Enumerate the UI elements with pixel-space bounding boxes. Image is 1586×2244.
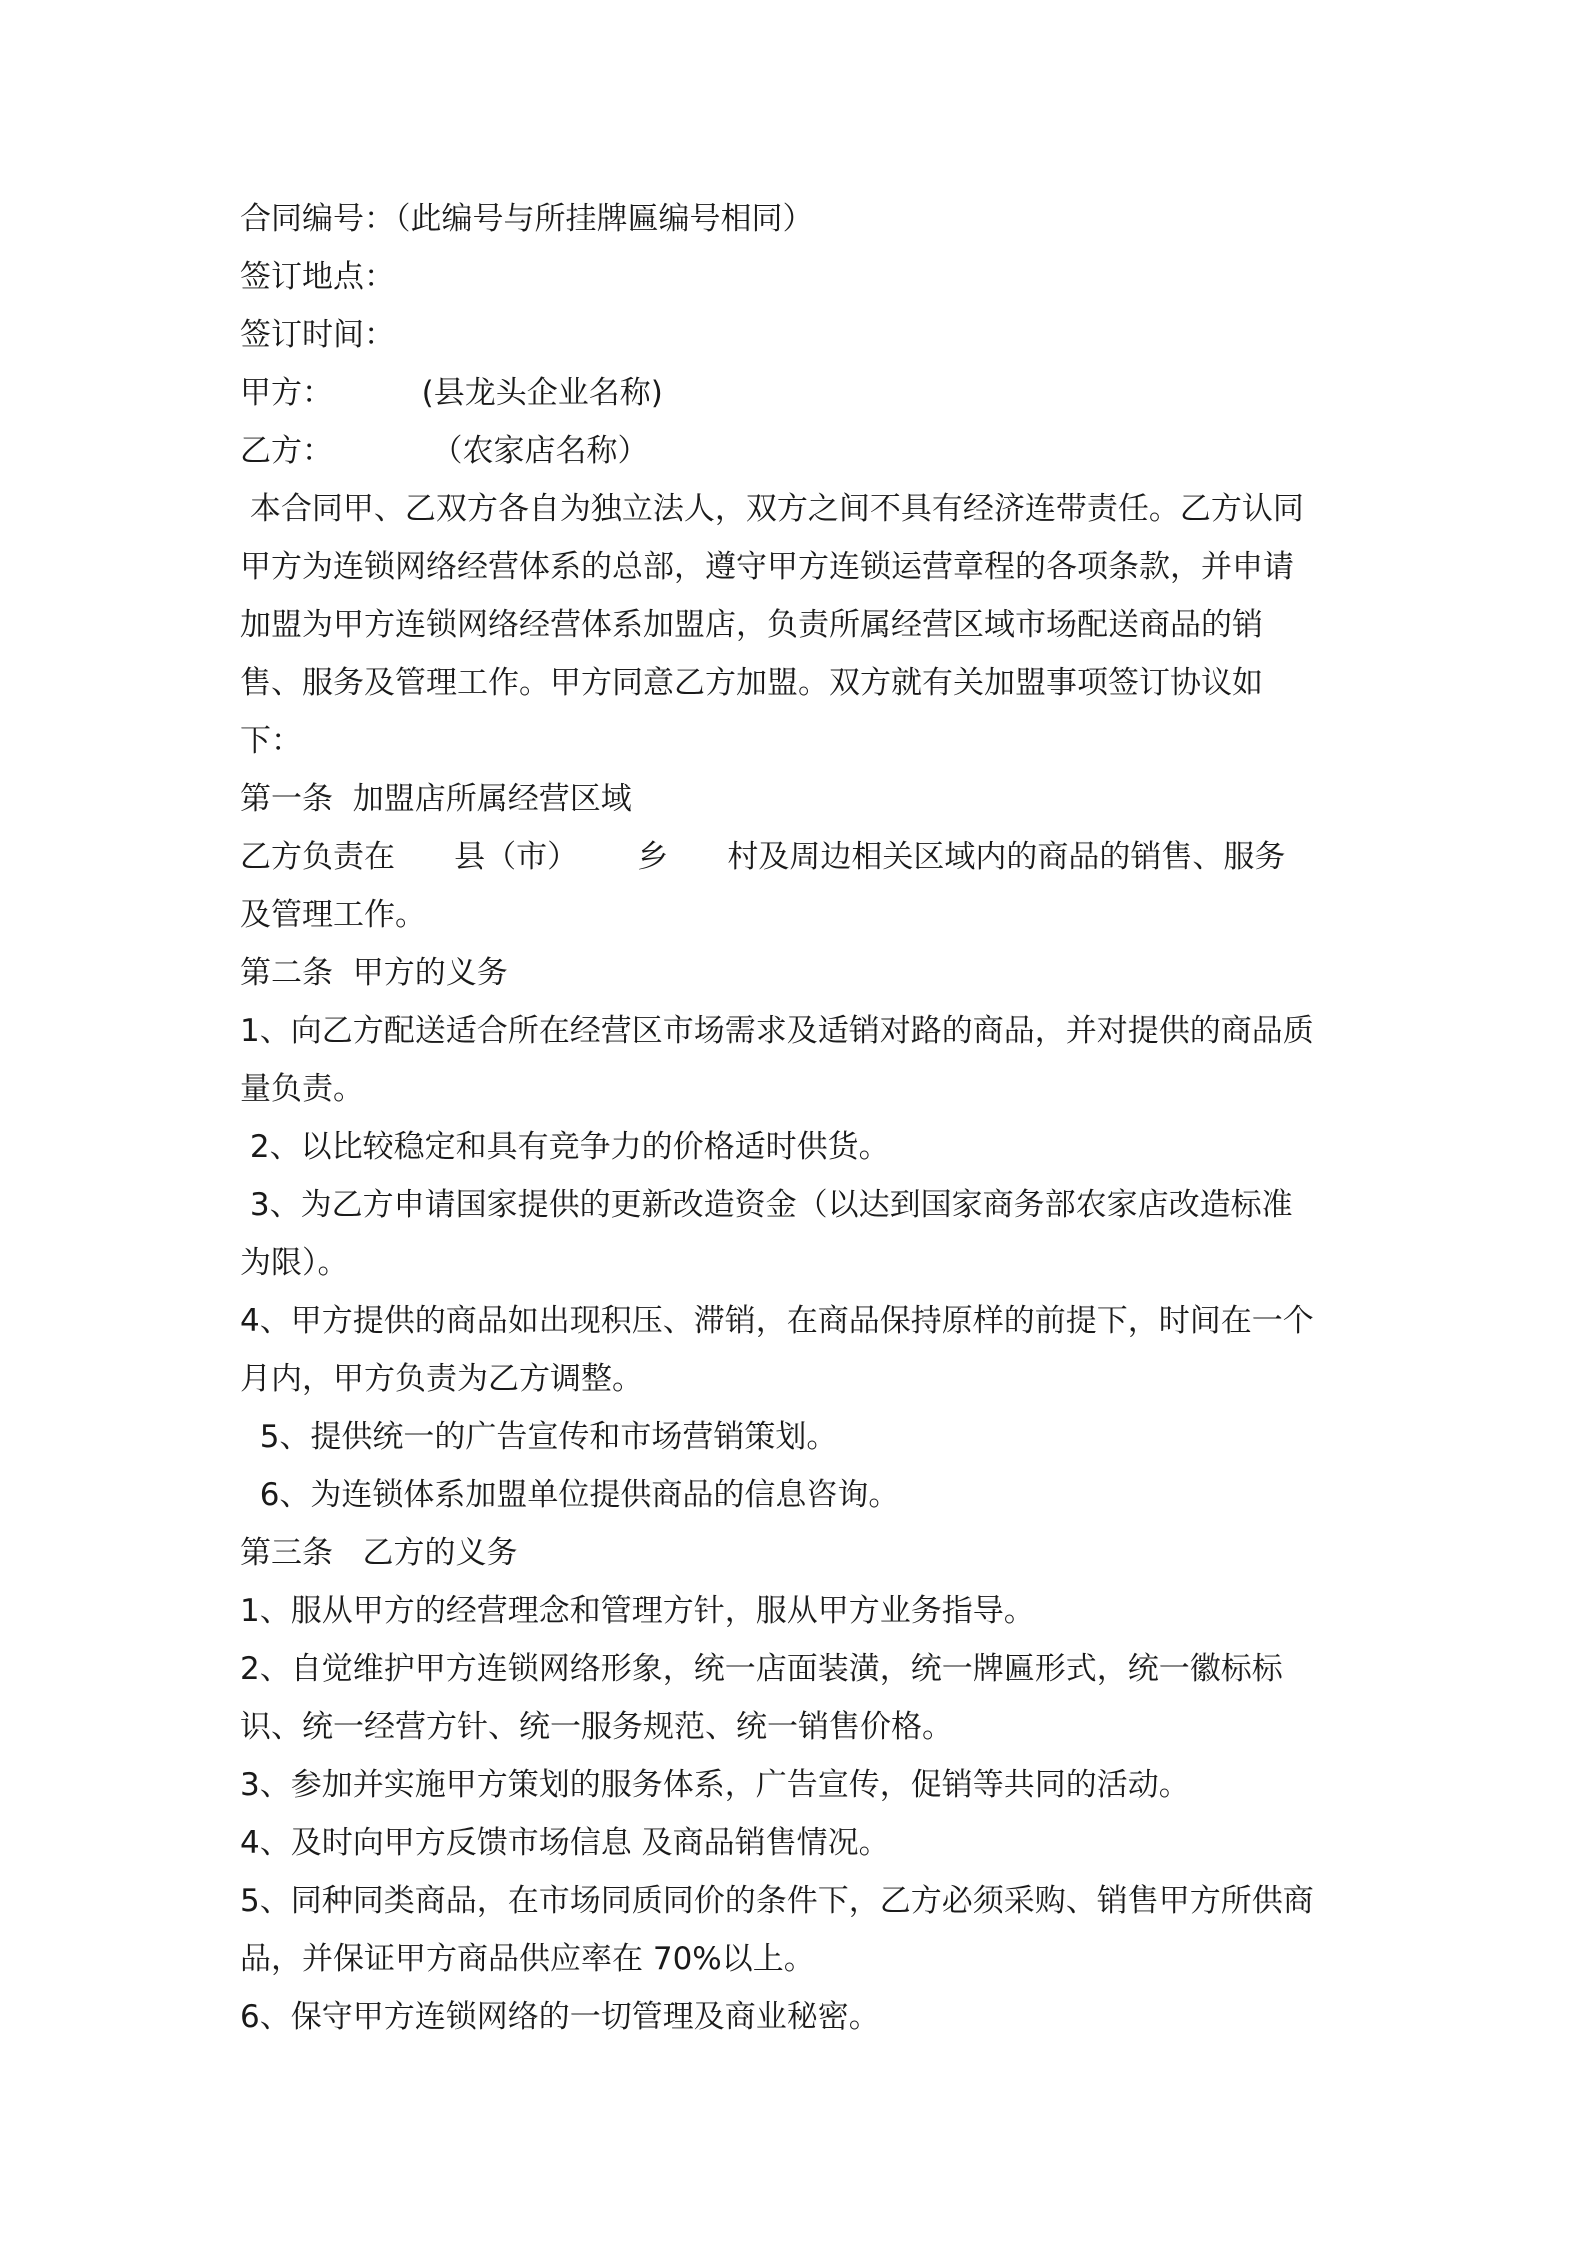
article-heading: 第一条 加盟店所属经营区域: [240, 781, 632, 817]
clause-line: 为限）。: [240, 1245, 349, 1281]
clause-line: 2、自觉维护甲方连锁网络形象，统一店面装潢，统一牌匾形式，统一徽标标: [240, 1651, 1283, 1687]
clause-line: 识、统一经营方针、统一服务规范、统一销售价格。: [240, 1709, 953, 1745]
contract-body: [240, 190, 1360, 2046]
party-b-line: 乙方： （农家店名称）: [240, 433, 649, 469]
contract-number-line: 合同编号：（此编号与所挂牌匾编号相同）: [240, 201, 814, 237]
clause-line: 4、及时向甲方反馈市场信息 及商品销售情况。: [240, 1825, 890, 1861]
clause-line: 6、为连锁体系加盟单位提供商品的信息咨询。: [240, 1477, 900, 1513]
clause-line: 6、保守甲方连锁网络的一切管理及商业秘密。: [240, 1999, 880, 2035]
clause-line: 3、为乙方申请国家提供的更新改造资金（以达到国家商务部农家店改造标准: [240, 1187, 1293, 1223]
clause-line: 1、服从甲方的经营理念和管理方针，服从甲方业务指导。: [240, 1593, 1035, 1629]
preamble-line: 售、服务及管理工作。甲方同意乙方加盟。双方就有关加盟事项签订协议如: [240, 665, 1263, 701]
clause-line: 2、以比较稳定和具有竞争力的价格适时供货。: [240, 1129, 890, 1165]
preamble-line: 下：: [240, 723, 302, 759]
preamble-line: 加盟为甲方连锁网络经营体系加盟店，负责所属经营区域市场配送商品的销: [240, 607, 1263, 643]
clause-line: 5、提供统一的广告宣传和市场营销策划。: [240, 1419, 838, 1455]
article-text-line: 乙方负责在 县（市） 乡 村及周边相关区域内的商品的销售、服务: [240, 839, 1286, 875]
article-text-line: 及管理工作。: [240, 897, 426, 933]
clause-line: 4、甲方提供的商品如出现积压、滞销，在商品保持原样的前提下，时间在一个: [240, 1303, 1314, 1339]
party-a-line: 甲方： (县龙头企业名称): [240, 375, 663, 411]
article-heading: 第二条 甲方的义务: [240, 955, 508, 991]
signing-time-line: 签订时间：: [240, 317, 395, 353]
preamble-line: 甲方为连锁网络经营体系的总部，遵守甲方连锁运营章程的各项条款，并申请: [240, 549, 1294, 585]
clause-line: 5、同种同类商品，在市场同质同价的条件下，乙方必须采购、销售甲方所供商: [240, 1883, 1314, 1919]
clause-line: 量负责。: [240, 1071, 364, 1107]
article-heading: 第三条 乙方的义务: [240, 1535, 518, 1571]
signing-place-line: 签订地点：: [240, 259, 395, 295]
clause-line: 月内，甲方负责为乙方调整。: [240, 1361, 643, 1397]
clause-line: 3、参加并实施甲方策划的服务体系，广告宣传，促销等共同的活动。: [240, 1767, 1190, 1803]
preamble-line: 本合同甲、乙双方各自为独立法人，双方之间不具有经济连带责任。乙方认同: [240, 491, 1304, 527]
clause-line: 1、向乙方配送适合所在经营区市场需求及适销对路的商品，并对提供的商品质: [240, 1013, 1314, 1049]
clause-line: 品，并保证甲方商品供应率在 70%以上。: [240, 1941, 815, 1977]
